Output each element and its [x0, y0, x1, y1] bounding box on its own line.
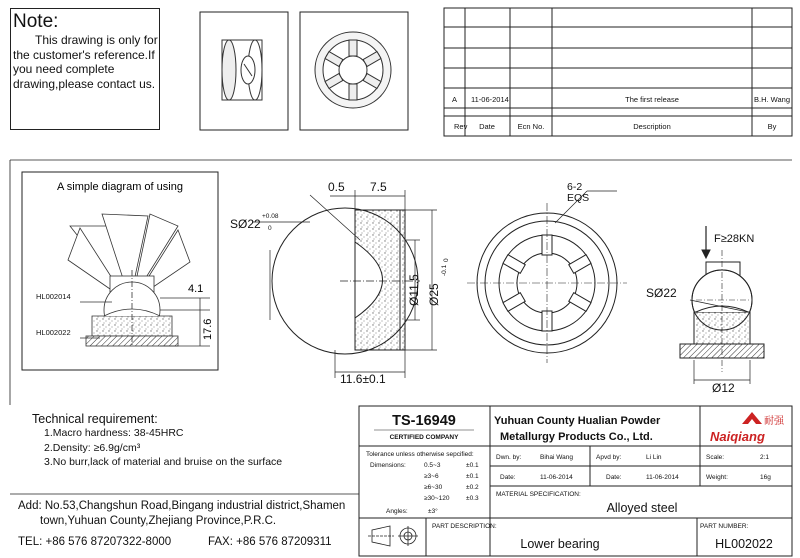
part-desc-value: Lower bearing — [520, 537, 600, 551]
logo-mark — [710, 412, 785, 444]
dim-bottom: 11.6±0.1 — [340, 372, 386, 386]
dim-outer-tol-upper: 0 — [443, 258, 450, 262]
usage-dim-a: 4.1 — [188, 283, 204, 295]
weight-label: Weight: — [706, 474, 728, 481]
rev-header-rev: Rev — [454, 122, 468, 131]
dwn-by-label: Dwn. by: — [496, 454, 522, 461]
note-heading: Note: — [13, 11, 59, 32]
dim-force: F≥28KN — [714, 233, 755, 245]
rev-a-by: B.H. Wang — [754, 95, 790, 104]
tol-row-2-tol: ±0.2 — [466, 484, 479, 491]
date1: 11-06-2014 — [540, 474, 573, 481]
scale-value: 2:1 — [760, 454, 770, 461]
rev-header-ecn: Ecn No. — [517, 122, 545, 131]
front-view — [467, 191, 627, 363]
address-block — [18, 499, 358, 529]
dim-sphere: SØ22 — [230, 217, 261, 231]
dim-sphere-tol-lower: 0 — [268, 225, 272, 232]
scale-label: Scale: — [706, 454, 725, 461]
dim-eqs: EQS — [567, 192, 590, 204]
dim-sphere-right: SØ22 — [646, 286, 677, 300]
part-no-label: PART NUMBER: — [700, 523, 749, 530]
material-value: Alloyed steel — [606, 501, 678, 515]
rev-a-date: 11-06-2014 — [471, 95, 509, 104]
dim-width: 7.5 — [370, 180, 387, 194]
address-line2: town,Yuhuan County,Zhejiang Province,P.R.C. — [40, 515, 277, 527]
dim-sphere-tol-upper: +0.08 — [262, 213, 279, 220]
cert-sub: CERTIFIED COMPANY — [389, 434, 459, 441]
dim-inner: Ø11.5 — [407, 274, 421, 306]
part-desc-label: PART DESCRIPTION: — [432, 523, 497, 530]
dim-outer: Ø25 — [427, 283, 441, 306]
apvd-by: Li Lin — [646, 454, 662, 461]
projection-symbol-icon — [368, 526, 418, 546]
tol-row-1-range: ≥3~6 — [424, 473, 439, 480]
date2-label: Date: — [606, 474, 622, 481]
thumb-front-view — [315, 32, 391, 108]
tol-row-2-range: ≥6~30 — [424, 484, 443, 491]
fax: FAX: +86 576 87209311 — [208, 536, 332, 548]
rev-header-desc: Description — [633, 122, 671, 131]
tel: TEL: +86 576 87207322-8000 — [18, 536, 172, 548]
tol-title: Tolerance unless otherwise sepcified: — [366, 451, 474, 458]
tol-angles: ±3° — [428, 508, 438, 515]
dim-outer-tol-lower: -0.1 — [441, 264, 448, 276]
tech-requirements — [32, 412, 352, 470]
tol-dimensions-label: Dimensions: — [370, 462, 406, 469]
tech-item-0: 1.Macro hardness: 38-45HRC — [44, 427, 184, 439]
tech-item-2: 3.No burr,lack of material and bruise on the surface — [44, 456, 283, 468]
dim-base: Ø12 — [712, 381, 735, 395]
part-no-value: HL002022 — [715, 537, 773, 551]
rev-header-date: Date — [479, 122, 495, 131]
logo-cn: 耐强 — [764, 416, 784, 427]
tol-row-3-range: ≥30~120 — [424, 495, 450, 502]
note-body: This drawing is only for the customer's reference.If you need complete drawing,please contact us. — [13, 33, 158, 91]
usage-dim-b: 17.6 — [202, 318, 214, 340]
thumb-side-view — [222, 40, 262, 100]
address-line1: Add: No.53,Changshun Road,Bingang industrial district,Shamen — [18, 500, 346, 512]
usage-label-top: HL002014 — [36, 292, 71, 301]
rev-header-by: By — [767, 122, 777, 131]
usage-label-bottom: HL002022 — [36, 328, 71, 337]
revision-table — [444, 8, 792, 136]
usage-diagram — [68, 214, 190, 346]
weight-value: 16g — [760, 474, 771, 481]
material-label: MATERIAL SPECIFICATION: — [496, 491, 581, 498]
date2: 11-06-2014 — [646, 474, 679, 481]
tech-title: Technical requirement: — [32, 412, 158, 426]
usage-title: A simple diagram of using — [57, 181, 183, 193]
rev-a: A — [452, 95, 458, 104]
apvd-by-label: Apvd by: — [596, 454, 622, 461]
company-line1: Yuhuan County Hualian Powder — [494, 415, 661, 427]
rev-a-desc: The first release — [625, 95, 679, 104]
dim-chamfer: 0.5 — [328, 180, 345, 194]
press-view — [680, 226, 764, 384]
tol-row-0-range: 0.5~3 — [424, 462, 441, 469]
logo-text: Naiqiang — [710, 429, 765, 444]
cert-title: TS-16949 — [392, 413, 456, 429]
tol-row-1-tol: ±0.1 — [466, 473, 479, 480]
dwn-by: Bihai Wang — [540, 454, 573, 461]
company-line2: Metallurgy Products Co., Ltd. — [500, 431, 653, 443]
tech-item-1: 2.Density: ≥6.9g/cm³ — [44, 441, 141, 454]
tol-row-0-tol: ±0.1 — [466, 462, 479, 469]
tol-row-3-tol: ±0.3 — [466, 495, 479, 502]
dim-eqs-count: 6-2 — [567, 181, 583, 193]
tol-angles-label: Angles: — [386, 508, 408, 515]
date1-label: Date: — [500, 474, 516, 481]
